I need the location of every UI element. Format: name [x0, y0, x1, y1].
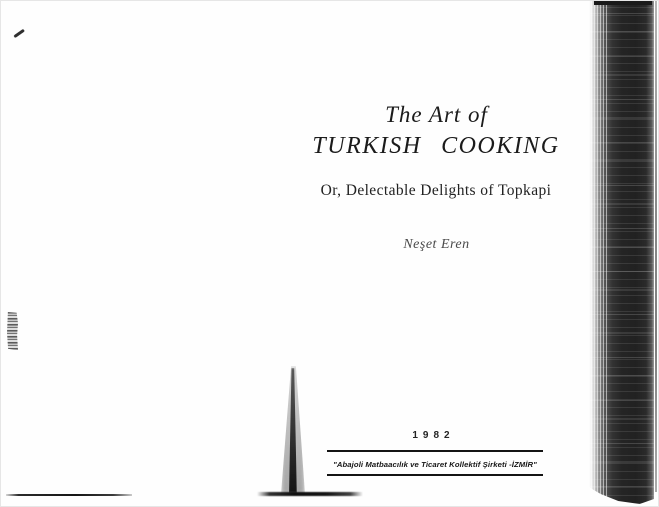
publisher-imprint-text: "Abajoli Matbaacılık ve Ticaret Kollektif Şirketi -İZMİR"	[333, 460, 537, 469]
bottom-center-scan-streak	[257, 492, 363, 496]
author-name: Neşet Eren	[403, 237, 470, 252]
book-subtitle: Or, Delectable Delights of Topkapi	[320, 182, 552, 199]
right-margin-line	[655, 1, 657, 492]
page-edge-band-top-cap	[594, 1, 652, 5]
bottom-left-scan-line	[6, 494, 132, 496]
book-title-line1: The Art of	[385, 102, 488, 127]
publication-year: 1982	[412, 430, 455, 441]
book-title-line2: TURKISH COOKING	[312, 133, 560, 159]
page-edge-band-streaks	[591, 1, 607, 498]
publisher-imprint-box	[327, 450, 543, 476]
pen-mark-artifact	[13, 29, 24, 38]
left-edge-scan-smudge	[7, 312, 18, 350]
